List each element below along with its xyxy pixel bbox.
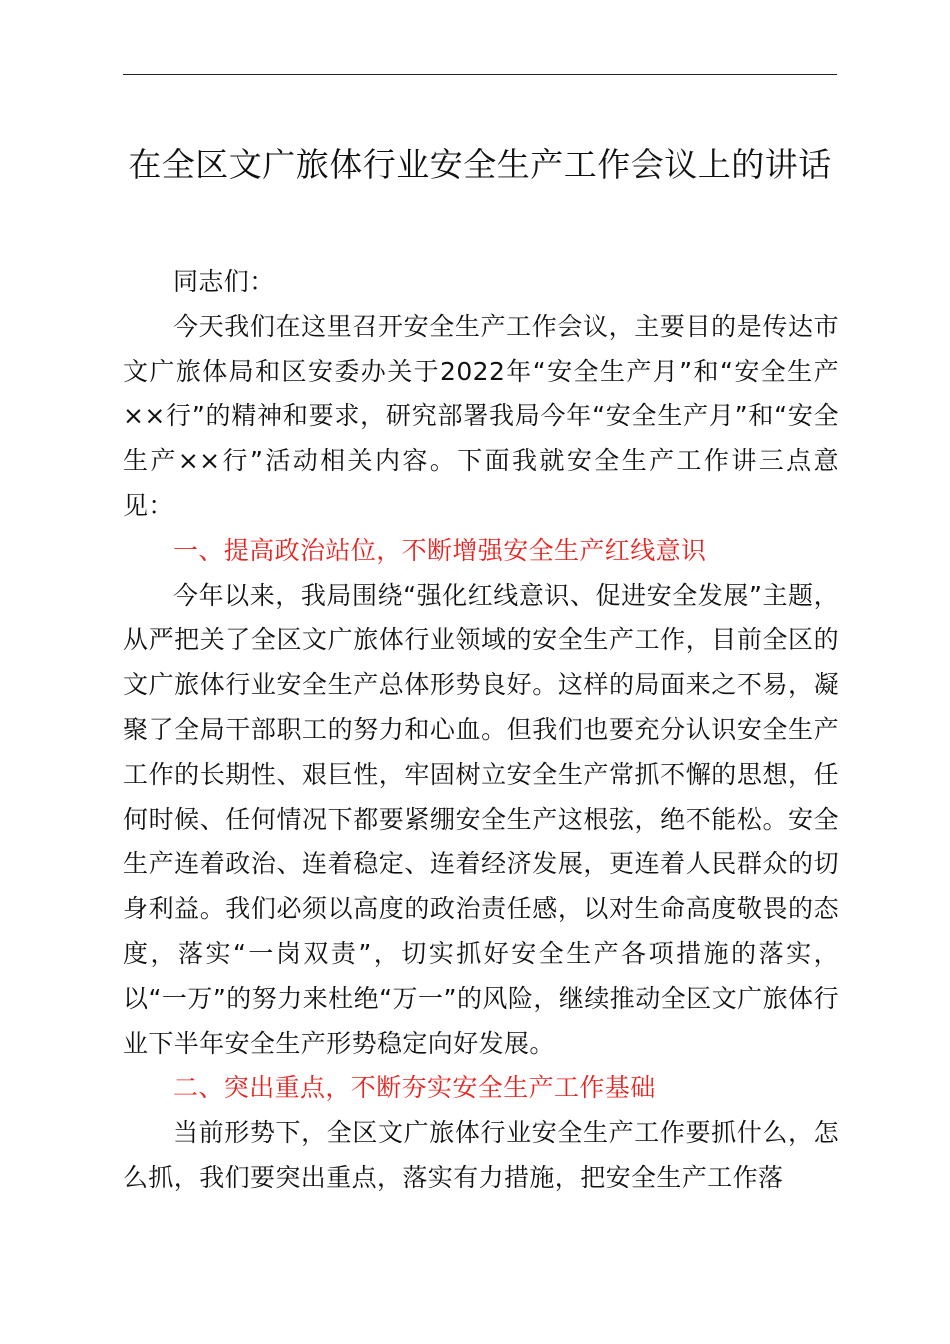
document-title: 在全区文广旅体行业安全生产工作会议上的讲话 xyxy=(128,145,832,184)
document-body xyxy=(123,260,839,1201)
salutation: 同志们： xyxy=(173,267,275,296)
paragraph-section-2: 当前形势下，全区文广旅体行业安全生产工作要抓什么，怎么抓，我们要突出重点，落实有力措施，把安全生产工作落 xyxy=(123,1118,839,1192)
header-rule xyxy=(123,74,837,75)
section-heading-1: 一、提高政治站位，不断增强安全生产红线意识 xyxy=(173,535,707,565)
paragraph-intro: 今天我们在这里召开安全生产工作会议，主要目的是传达市文广旅体局和区安委办关于2022年“安全生产月”和“安全生产××行”的精神和要求，研究部署我局今年“安全生产月”和“安全生产××行”活动相关内容。下面我就安全生产工作讲三点意见： xyxy=(123,311,839,520)
paragraph-section-1: 今年以来，我局围绕“强化红线意识、促进安全发展”主题，从严把关了全区文广旅体行业领域的安全生产工作，目前全区的文广旅体行业安全生产总体形势良好。这样的局面来之不易，凝聚了全局干部职工的努力和心血。但我们也要充分认识安全生产工作的长期性、艰巨性，牢固树立安全生产常抓不懈的思想，任何时候、任何情况下都要紧绷安全生产这根弦，绝不能松。安全生产连着政治、连着稳定、连着经济发展，更连着人民群众的切身利益。我们必须以高度的政治责任感，以对生命高度敬畏的态度，落实“一岗双责”，切实抓好安全生产各项措施的落实，以“一万”的努力来杜绝“万一”的风险，继续推动全区文广旅体行业下半年安全生产形势稳定向好发展。 xyxy=(123,580,839,1058)
section-heading-2: 二、突出重点，不断夯实安全生产工作基础 xyxy=(173,1073,656,1103)
